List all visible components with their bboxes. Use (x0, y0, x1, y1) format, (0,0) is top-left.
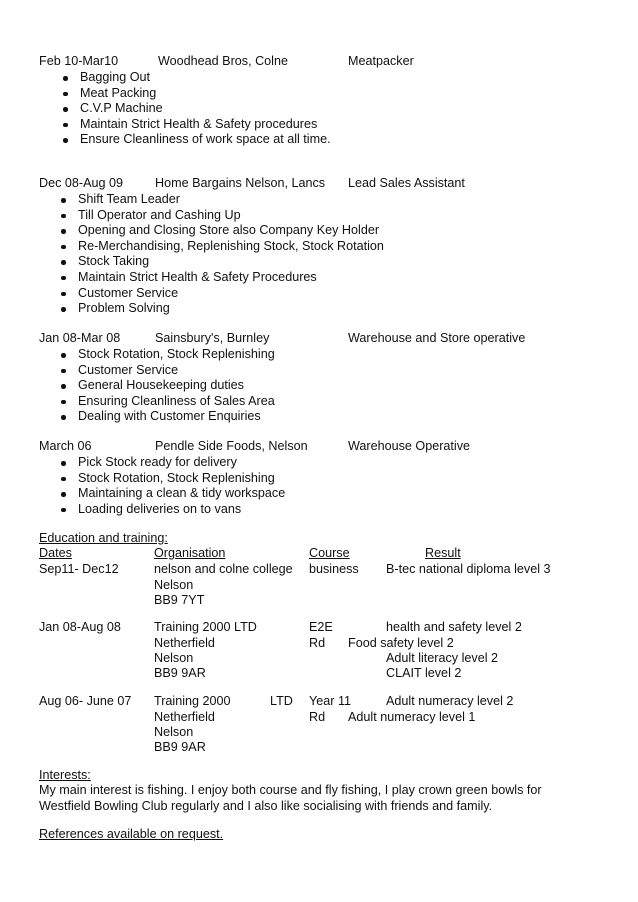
list-item: Till Operator and Cashing Up (78, 208, 619, 224)
edu-result: Adult literacy level 2 (386, 651, 498, 665)
list-item: Meat Packing (80, 86, 619, 102)
list-item: Maintain Strict Health & Safety Procedures (78, 270, 619, 286)
job-pendle-side (39, 439, 619, 517)
list-item: Customer Service (78, 286, 619, 302)
job-employer: Pendle Side Foods, Nelson (155, 439, 308, 453)
job-employer: Home Bargains Nelson, Lancs (155, 176, 326, 190)
list-item: Opening and Closing Store also Company Key Holder (78, 223, 619, 239)
list-item: Ensure Cleanliness of work space at all time. (80, 132, 619, 148)
edu-dates: Jan 08-Aug 08 (39, 620, 121, 634)
list-item: Problem Solving (78, 301, 619, 317)
interests-text: My main interest is fishing. I enjoy both course and fly fishing, I play crown green bowls for (39, 783, 542, 797)
list-item: C.V.P Machine (80, 101, 619, 117)
edu-org-town: Nelson (154, 651, 194, 665)
edu-course: Rd (309, 636, 326, 650)
job-role: Meatpacker (348, 54, 414, 68)
job-employer: Sainsbury's, Burnley (155, 331, 270, 345)
job-woodhead (39, 54, 619, 148)
edu-result: Adult numeracy level 1 (348, 710, 476, 724)
references-note: References available on request. (39, 827, 224, 841)
job-home-bargains (39, 176, 619, 317)
edu-org-area: Netherfield (154, 710, 215, 724)
job-sainsburys (39, 331, 619, 425)
edu-org-suffix: LTD (270, 694, 293, 708)
edu-org-town: Nelson (154, 725, 194, 739)
duty-list (78, 455, 619, 517)
edu-org: Training 2000 (154, 694, 231, 708)
edu-dates: Aug 06- June 07 (39, 694, 132, 708)
edu-org: nelson and colne college (154, 562, 293, 576)
duty-list (78, 192, 619, 317)
col-header-result: Result (425, 546, 461, 560)
col-header-organisation: Organisation (154, 546, 226, 560)
duty-list (78, 347, 619, 425)
edu-org-area: Netherfield (154, 636, 215, 650)
edu-result: Food safety level 2 (348, 636, 454, 650)
edu-org: Training 2000 LTD (154, 620, 257, 634)
edu-result: B-tec national diploma level 3 (386, 562, 551, 576)
job-dates: Jan 08-Mar 08 (39, 331, 121, 345)
list-item: Shift Team Leader (78, 192, 619, 208)
edu-course: Year 11 (309, 694, 352, 708)
list-item: Bagging Out (80, 70, 619, 86)
edu-result: health and safety level 2 (386, 620, 522, 634)
edu-org-postcode: BB9 9AR (154, 666, 206, 680)
edu-result: Adult numeracy level 2 (386, 694, 514, 708)
job-role: Lead Sales Assistant (348, 176, 465, 190)
edu-course: E2E (309, 620, 333, 634)
col-header-dates: Dates (39, 546, 72, 560)
list-item: Stock Rotation, Stock Replenishing (78, 347, 619, 363)
list-item: Stock Taking (78, 254, 619, 270)
interests-text: Westfield Bowling Club regularly and I also like socialising with friends and family. (39, 799, 493, 813)
edu-course: Rd (309, 710, 326, 724)
interests-heading: Interests: (39, 768, 91, 782)
job-role: Warehouse and Store operative (348, 331, 526, 345)
list-item: Pick Stock ready for delivery (78, 455, 619, 471)
job-employer: Woodhead Bros, Colne (158, 54, 288, 68)
edu-course: business (309, 562, 359, 576)
list-item: Dealing with Customer Enquiries (78, 409, 619, 425)
job-role: Warehouse Operative (348, 439, 471, 453)
edu-result: CLAIT level 2 (386, 666, 462, 680)
list-item: Loading deliveries on to vans (78, 502, 619, 518)
edu-org-postcode: BB9 9AR (154, 740, 206, 754)
education-heading: Education and training: (39, 531, 168, 545)
list-item: Re-Merchandising, Replenishing Stock, Stock Rotation (78, 239, 619, 255)
col-header-course: Course (309, 546, 350, 560)
list-item: Stock Rotation, Stock Replenishing (78, 471, 619, 487)
edu-dates: Sep11- Dec12 (39, 562, 119, 576)
job-dates: March 06 (39, 439, 92, 453)
job-dates: Dec 08-Aug 09 (39, 176, 124, 190)
duty-list (80, 70, 619, 148)
list-item: Maintaining a clean & tidy workspace (78, 486, 619, 502)
list-item: General Housekeeping duties (78, 378, 619, 394)
list-item: Maintain Strict Health & Safety procedures (80, 117, 619, 133)
list-item: Ensuring Cleanliness of Sales Area (78, 394, 619, 410)
edu-org-town: Nelson (154, 578, 194, 592)
job-dates: Feb 10-Mar10 (39, 54, 119, 68)
edu-org-postcode: BB9 7YT (154, 593, 205, 607)
list-item: Customer Service (78, 363, 619, 379)
